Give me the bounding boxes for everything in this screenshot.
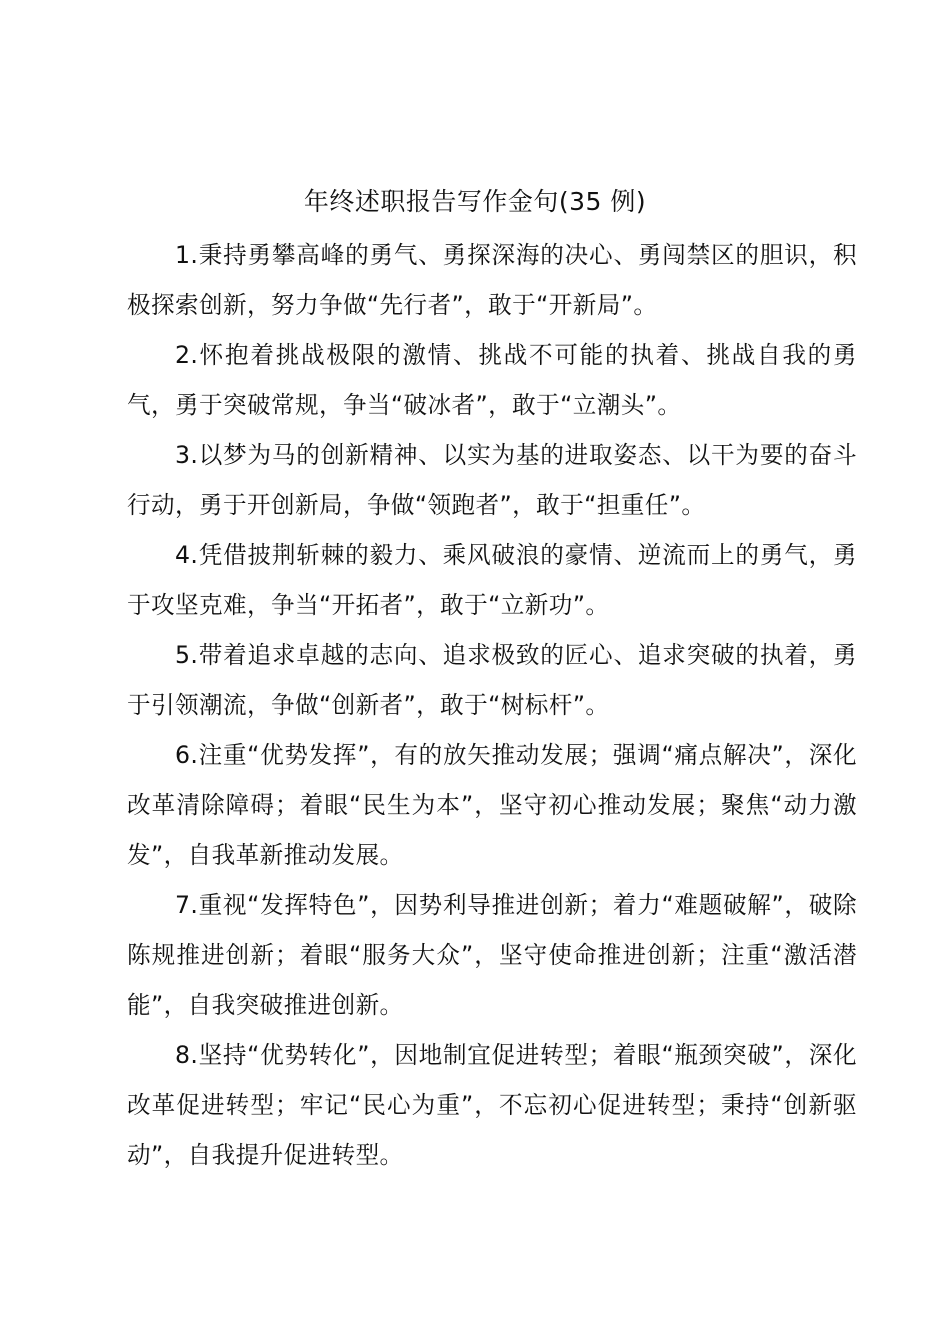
list-item: 8.坚持“优势转化”，因地制宜促进转型；着眼“瓶颈突破”，深化改革促进转型；牢记“民心为重”，不忘初心促进转型；秉持“创新驱动”，自我提升促进转型。 bbox=[127, 1041, 857, 1169]
list-item: 3.以梦为马的创新精神、以实为基的进取姿态、以干为要的奋斗行动，勇于开创新局，争做“领跑者”，敢于“担重任”。 bbox=[127, 441, 857, 519]
document-body bbox=[127, 230, 857, 1180]
list-item: 1.秉持勇攀高峰的勇气、勇探深海的决心、勇闯禁区的胆识，积极探索创新，努力争做“先行者”，敢于“开新局”。 bbox=[127, 241, 857, 319]
list-item: 6.注重“优势发挥”，有的放矢推动发展；强调“痛点解决”，深化改革清除障碍；着眼“民生为本”，坚守初心推动发展；聚焦“动力激发”，自我革新推动发展。 bbox=[127, 741, 857, 869]
list-item: 7.重视“发挥特色”，因势利导推进创新；着力“难题破解”，破除陈规推进创新；着眼“服务大众”，坚守使命推进创新；注重“激活潜能”，自我突破推进创新。 bbox=[127, 891, 857, 1019]
list-item: 4.凭借披荆斩棘的毅力、乘风破浪的豪情、逆流而上的勇气，勇于攻坚克难，争当“开拓者”，敢于“立新功”。 bbox=[127, 541, 857, 619]
document-title: 年终述职报告写作金句(35 例) bbox=[303, 187, 647, 216]
list-item: 5.带着追求卓越的志向、追求极致的匠心、追求突破的执着，勇于引领潮流，争做“创新者”，敢于“树标杆”。 bbox=[127, 641, 857, 719]
list-item: 2.怀抱着挑战极限的激情、挑战不可能的执着、挑战自我的勇气，勇于突破常规，争当“破冰者”，敢于“立潮头”。 bbox=[127, 341, 857, 419]
